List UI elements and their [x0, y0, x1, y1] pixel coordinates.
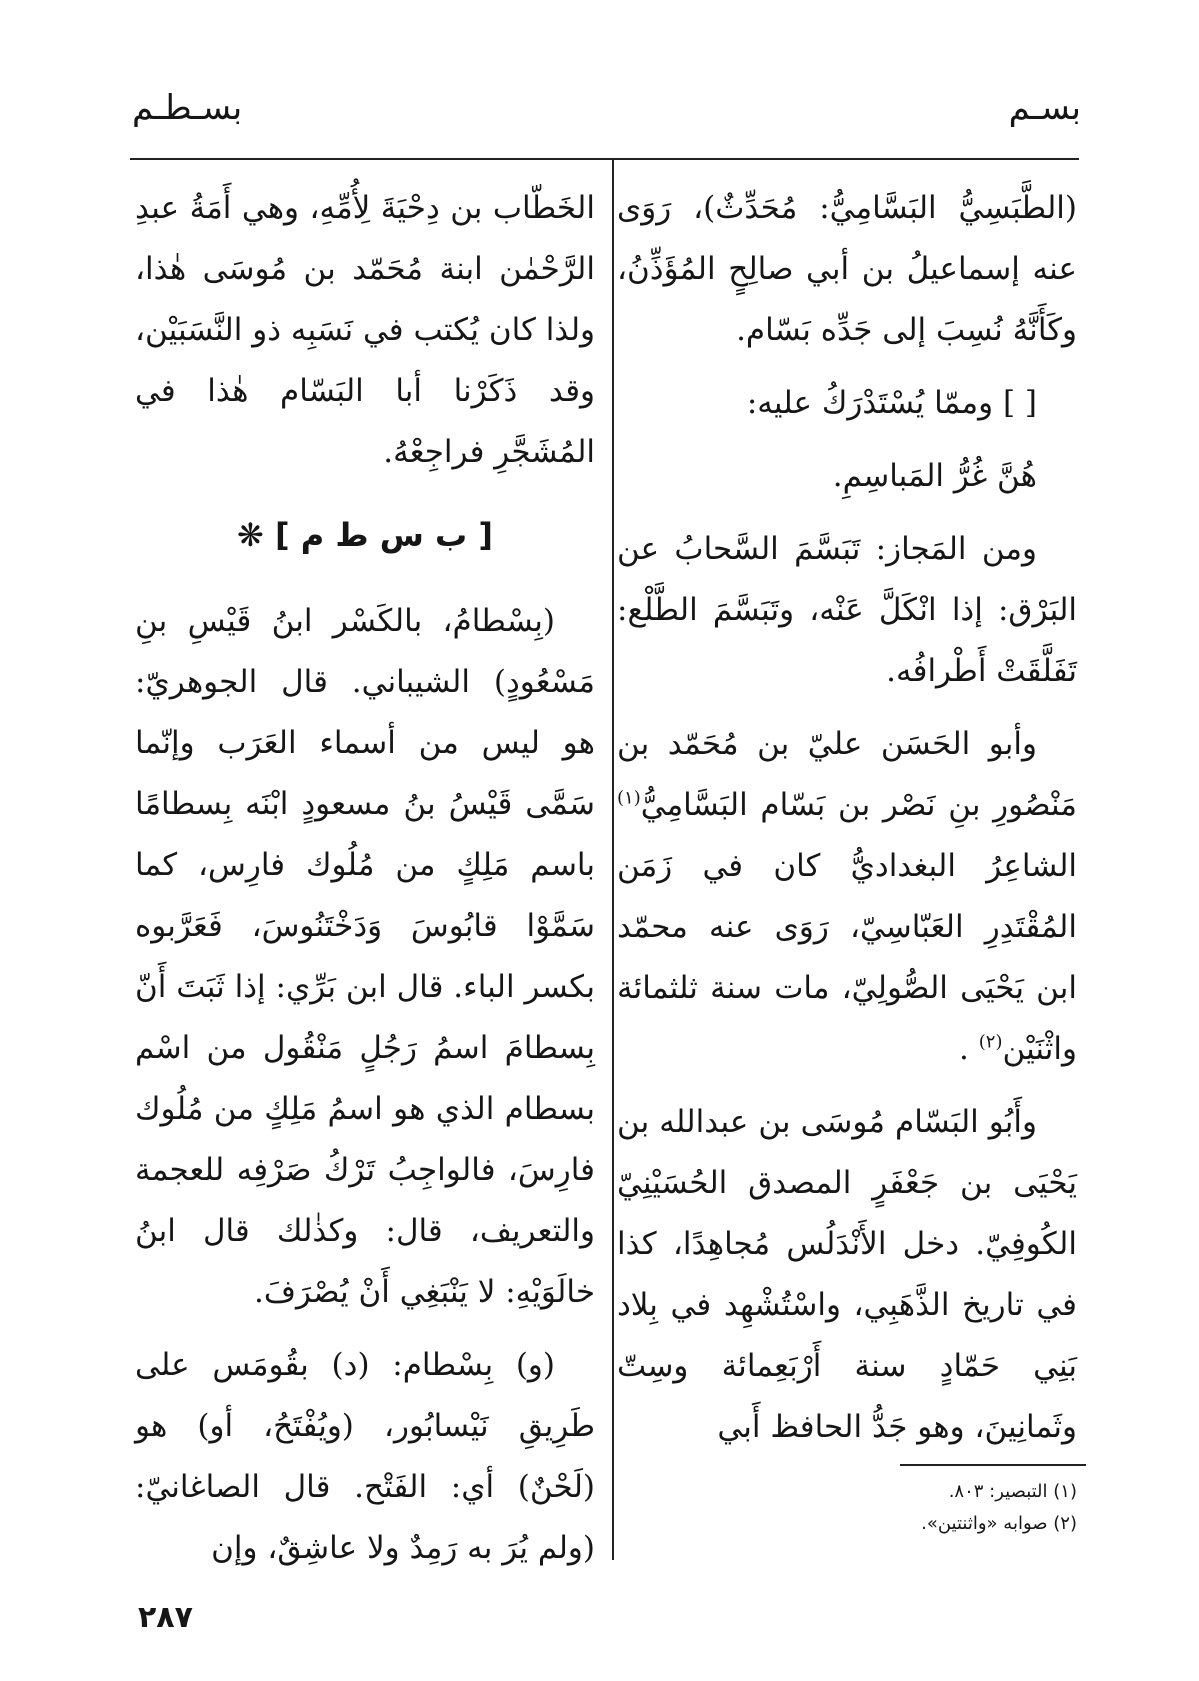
paragraph-ghurr: هُنَّ غُرُّ المَباسِمِ. — [832, 458, 1037, 494]
paragraph-abu-bassam: وأَبُو البَسّام مُوسَى بن عبدالله بن يَحْيَى بن جَعْفَرٍ المصدق الحُسَيْنِيّ الكُوفِيّ. دخل الأَنْدَلُس مُجاهِدًا، كذا في تاريخ الذَّهَبِي، واسْتُشْهِد في بِلاد بَنِي حَمّادٍ سنة أَرْبَعِمائة وسِتّ وثَمانِينَ، وهو جَدُّ الحافظ أَبي — [617, 1104, 1077, 1445]
footnotes — [617, 1476, 1077, 1540]
header-rule — [130, 158, 1079, 160]
abu-hasan-period: . — [959, 1031, 979, 1067]
footnote-rule — [900, 1464, 1086, 1466]
page-number: ٢٨٧ — [138, 1600, 193, 1635]
paragraph-abu-hasan — [617, 714, 1077, 1080]
left-column — [135, 178, 595, 1591]
paragraph-majaz: ومن المَجاز: تَبَسَّمَ السَّحابُ عن البَرْق: إذا انْكَلَّ عَنْه، وتَبَسَّمَ الطَّلْع: تَفَلَّقَتْ أَطْرافُه. — [617, 531, 1077, 689]
paragraph-khattab: الخَطّاب بن دِحْيَةَ لِأُمِّهِ، وهي أَمَةُ عبدِ الرَّحْمٰن ابنة مُحَمّد بن مُوسَى هٰذا، ولذا كان يُكتب في نَسَبِه ذو النَّسَبَيْن، وقد ذَكَرْنا أبا البَسّام هٰذا في المُشَجَّرِ فراجِعْهُ. — [134, 190, 595, 470]
paragraph-bistam-place: (و) بِسْطام: (د) بقُومَس على طَرِيقِ نَيْسابُور، (ويُفْتَحُ، أو) هو (لَحْنٌ) أي: الفَتْح. قال الصاغانيّ: (ولم يُرَ به رَمِدٌ ولا عاشِقٌ، وإن — [135, 1347, 595, 1566]
running-head-right: بسـم — [1008, 88, 1081, 128]
entry-heading-bstm: [ ب س ط م ] ❋ — [237, 516, 493, 554]
right-column — [617, 178, 1077, 1470]
footnote-1: (١) التبصير: ٨٠٣. — [948, 1481, 1077, 1502]
paragraph-bistam: (بِسْطامُ، بالكَسْر ابنُ قَيْسِ بنِ مَسْعُودٍ) الشيباني. قال الجوهريّ: هو ليس من أسماء العَرَب وإنّما سَمَّى قَيْسُ بنُ مسعودٍ ابْنَه بِسطامًا باسم مَلِكٍ من مُلُوك فارِس، كما سَمَّوْا قابُوسَ وَدَخْتَنُوسَ، فَعَرَّبوه بكسر الباء. قال ابن بَرِّي: إذا ثَبَتَ أَنّ بِسطامَ اسمُ رَجُلٍ مَنْقُول من اسْم بسطام الذي هو اسمُ مَلِكٍ من مُلُوك فارِسَ، فالواجِبُ تَرْكُ صَرْفِه للعجمة والتعريف، قال: وكذٰلك قال ابنُ خالَوَيْهِ: لا يَنْبَغِي أَنْ يُصْرَفَ. — [135, 603, 595, 1310]
paragraph-tabasi: (الطَّبَسِيُّ البَسَّامِيُّ: مُحَدِّثٌ)، رَوَى عنه إسماعيلُ بن أبي صالِحٍ المُؤَذِّنُ، وكَأَنَّهُ نُسِبَ إلى جَدِّه بَسّام. — [617, 190, 1077, 348]
running-head-left: بسـطـم — [132, 88, 243, 128]
footnote-ref-1: (١) — [617, 787, 641, 809]
footnote-ref-2: (٢) — [978, 1031, 1003, 1053]
paragraph-mustadrak: [ ] وممّا يُسْتَدْرَكُ عليه: — [746, 385, 1037, 421]
column-divider — [612, 160, 614, 1560]
abu-hasan-text-part-2: الشاعِرُ البغداديُّ كان في زَمَن المُقْتَدِرِ العَبّاسِيّ، رَوَى عنه محمّد ابن يَحْيَى الصُّولِيّ، مات سنة ثلثمائة واثْنَيْن — [617, 848, 1077, 1067]
footnote-2: (٢) صوابه «واثنتين». — [921, 1513, 1077, 1534]
abu-hasan-text-part-1: وأبو الحَسَن عليّ بن مُحَمّد بن مَنْصُورِ بنِ نَصْر بن بَسّام البَسَّامِيُّ — [617, 726, 1077, 823]
